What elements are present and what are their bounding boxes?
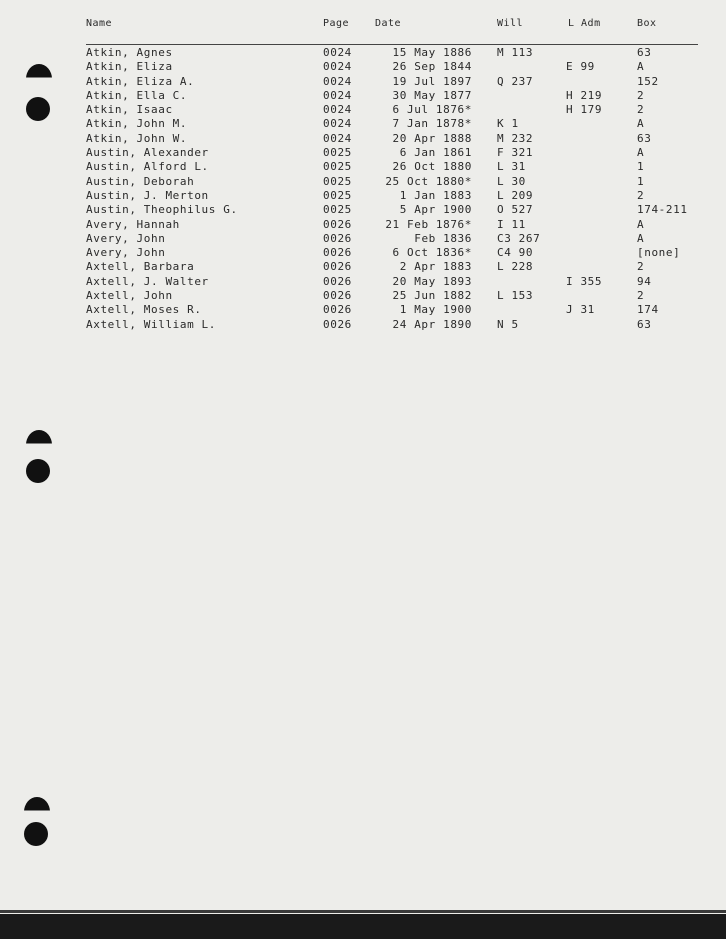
cell-date: 24 Apr 1890	[392, 317, 472, 331]
cell-box: 2	[637, 103, 645, 117]
cell-box: A	[637, 231, 645, 245]
cell-name: Atkin, Eliza A.	[86, 74, 195, 88]
cell-page: 0026	[323, 217, 352, 231]
header-box: Box	[637, 18, 657, 29]
cell-page: 0026	[323, 231, 352, 245]
header-will: Will	[497, 18, 524, 29]
cell-date: 15 May 1886	[392, 46, 472, 59]
table-row	[0, 289, 726, 303]
punch-hole-top	[26, 97, 50, 121]
cell-box: [none]	[637, 246, 681, 260]
table-row	[0, 89, 726, 103]
table-row	[0, 75, 726, 89]
cell-box: 174-211	[637, 203, 688, 217]
table-row	[0, 275, 726, 289]
header-name: Name	[86, 18, 113, 29]
cell-page: 0024	[323, 117, 352, 131]
cell-box: 1	[637, 160, 645, 174]
cell-name: Atkin, John M.	[86, 117, 188, 131]
cell-date: 5 Apr 1900	[399, 203, 472, 217]
cell-will: L 228	[497, 260, 534, 274]
cell-box: 1	[637, 174, 645, 188]
cell-date: 30 May 1877	[392, 88, 472, 102]
cell-will: L 30	[497, 174, 526, 188]
table-row	[0, 232, 726, 246]
cell-name: Axtell, J. Walter	[86, 274, 209, 288]
table-row	[0, 60, 726, 74]
cell-page: 0026	[323, 260, 352, 274]
cell-box: A	[637, 60, 645, 74]
cell-name: Atkin, Ella C.	[86, 88, 188, 102]
cell-name: Avery, Hannah	[86, 217, 180, 231]
cell-name: Austin, Deborah	[86, 174, 195, 188]
cell-l-adm: J 31	[566, 303, 595, 317]
cell-date: 25 Oct 1880*	[385, 174, 472, 188]
cell-box: 2	[637, 289, 645, 303]
cell-box: A	[637, 117, 645, 131]
table-row	[0, 146, 726, 160]
cell-name: Austin, Alexander	[86, 146, 209, 160]
cell-page: 0024	[323, 60, 352, 74]
cell-will: M 113	[497, 46, 534, 59]
cell-date: 7 Jan 1878*	[392, 117, 472, 131]
cell-name: Axtell, William L.	[86, 317, 217, 331]
cell-box: 2	[637, 188, 645, 202]
cell-will: M 232	[497, 131, 534, 145]
cell-will: L 209	[497, 188, 534, 202]
cell-page: 0025	[323, 188, 352, 202]
table-row	[0, 175, 726, 189]
page-edge-line	[0, 910, 726, 913]
cell-will: L 153	[497, 289, 534, 303]
cell-page: 0024	[323, 103, 352, 117]
cell-page: 0026	[323, 317, 352, 331]
cell-name: Atkin, Isaac	[86, 103, 173, 117]
table-row	[0, 160, 726, 174]
table-row	[0, 218, 726, 232]
table-row	[0, 189, 726, 203]
cell-page: 0025	[323, 203, 352, 217]
table-row	[0, 203, 726, 217]
cell-date: 25 Jun 1882	[392, 289, 472, 303]
table-row	[0, 260, 726, 274]
column-header	[0, 18, 726, 34]
cell-date: 21 Feb 1876*	[385, 217, 472, 231]
cell-name: Axtell, Barbara	[86, 260, 195, 274]
table-row	[0, 303, 726, 317]
table-row	[0, 246, 726, 260]
cell-will: C3 267	[497, 231, 541, 245]
cell-will: O 527	[497, 203, 534, 217]
cell-page: 0026	[323, 303, 352, 317]
cell-page: 0025	[323, 174, 352, 188]
cell-page: 0025	[323, 160, 352, 174]
table-row	[0, 46, 726, 60]
header-date: Date	[375, 18, 402, 29]
page-bottom-edge	[0, 914, 726, 939]
record-list	[0, 46, 726, 332]
cell-date: 6 Oct 1836*	[392, 246, 472, 260]
cell-will: F 321	[497, 146, 534, 160]
cell-date: 1 Jan 1883	[399, 188, 472, 202]
cell-box: 174	[637, 303, 659, 317]
cell-date: 26 Oct 1880	[392, 160, 472, 174]
cell-page: 0024	[323, 131, 352, 145]
cell-box: 63	[637, 46, 652, 59]
cell-page: 0026	[323, 274, 352, 288]
cell-l-adm: H 219	[566, 88, 603, 102]
header-rule	[86, 44, 698, 45]
cell-box: A	[637, 217, 645, 231]
punch-hole-bottom	[24, 822, 48, 846]
cell-page: 0024	[323, 74, 352, 88]
cell-page: 0025	[323, 146, 352, 160]
cell-date: 26 Sep 1844	[392, 60, 472, 74]
cell-date: 19 Jul 1897	[392, 74, 472, 88]
cell-l-adm: I 355	[566, 274, 603, 288]
header-page: Page	[323, 18, 350, 29]
header-l-adm: L Adm	[568, 18, 601, 29]
cell-box: 2	[637, 260, 645, 274]
cell-date: 20 Apr 1888	[392, 131, 472, 145]
cell-name: Axtell, Moses R.	[86, 303, 202, 317]
punch-hole-middle	[26, 459, 50, 483]
cell-date: 1 May 1900	[399, 303, 472, 317]
cell-box: 63	[637, 131, 652, 145]
cell-name: Austin, Alford L.	[86, 160, 209, 174]
cell-page: 0024	[323, 88, 352, 102]
cell-will: N 5	[497, 317, 519, 331]
cell-will: C4 90	[497, 246, 534, 260]
cell-will: L 31	[497, 160, 526, 174]
cell-will: Q 237	[497, 74, 534, 88]
table-row	[0, 117, 726, 131]
table-row	[0, 132, 726, 146]
table-row	[0, 318, 726, 332]
cell-l-adm: H 179	[566, 103, 603, 117]
cell-box: 94	[637, 274, 652, 288]
cell-box: A	[637, 146, 645, 160]
cell-box: 152	[637, 74, 659, 88]
cell-date: 6 Jul 1876*	[392, 103, 472, 117]
table-row	[0, 103, 726, 117]
cell-name: Atkin, Agnes	[86, 46, 173, 59]
cell-name: Austin, J. Merton	[86, 188, 209, 202]
cell-page: 0026	[323, 289, 352, 303]
cell-name: Atkin, Eliza	[86, 60, 173, 74]
cell-name: Avery, John	[86, 246, 166, 260]
cell-will: I 11	[497, 217, 526, 231]
cell-page: 0026	[323, 246, 352, 260]
cell-page: 0024	[323, 46, 352, 59]
cell-date: 2 Apr 1883	[399, 260, 472, 274]
cell-box: 2	[637, 88, 645, 102]
cell-date: 6 Jan 1861	[399, 146, 472, 160]
cell-name: Axtell, John	[86, 289, 173, 303]
cell-date: 20 May 1893	[392, 274, 472, 288]
cell-will: K 1	[497, 117, 519, 131]
cell-box: 63	[637, 317, 652, 331]
cell-name: Austin, Theophilus G.	[86, 203, 238, 217]
cell-name: Atkin, John W.	[86, 131, 188, 145]
cell-date: Feb 1836	[414, 231, 472, 245]
cell-name: Avery, John	[86, 231, 166, 245]
cell-l-adm: E 99	[566, 60, 595, 74]
